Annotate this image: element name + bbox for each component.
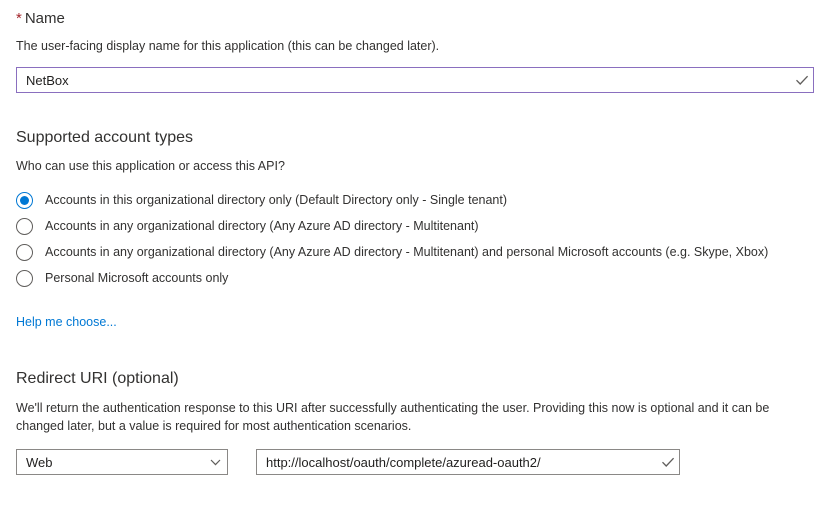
redirect-uri-description: We'll return the authentication response to this URI after successfully authenticating the user. Providing this now is optional and it can be changed later, but a value is required for most authentication scenarios.	[16, 401, 770, 433]
name-field-label	[16, 10, 815, 28]
radio-option-multitenant-personal[interactable]	[16, 239, 815, 265]
supported-account-types-heading: Supported account types	[16, 129, 194, 146]
radio-button-multitenant[interactable]	[16, 218, 33, 235]
radio-label-personal-only: Personal Microsoft accounts only	[45, 270, 229, 285]
redirect-platform-dropdown[interactable]	[16, 449, 228, 475]
radio-label-multitenant: Accounts in any organizational directory (Any Azure AD directory - Multitenant)	[45, 218, 479, 233]
name-input[interactable]: NetBox	[26, 72, 69, 88]
supported-account-types-description: Who can use this application or access this API?	[16, 159, 285, 173]
name-description: The user-facing display name for this application (this can be changed later).	[16, 39, 440, 53]
radio-option-single-tenant[interactable]	[16, 187, 815, 213]
radio-button-personal-only[interactable]	[16, 270, 33, 287]
radio-button-single-tenant[interactable]	[16, 192, 33, 209]
name-input-wrapper[interactable]	[16, 67, 814, 93]
checkmark-icon	[657, 450, 679, 474]
radio-option-personal-only[interactable]	[16, 265, 815, 291]
radio-label-single-tenant: Accounts in this organizational directory only (Default Directory only - Single tenant)	[45, 192, 508, 207]
redirect-uri-input-wrapper[interactable]	[256, 449, 680, 475]
chevron-down-icon	[203, 450, 227, 474]
redirect-platform-value: Web	[26, 454, 53, 470]
radio-button-multitenant-personal[interactable]	[16, 244, 33, 261]
supported-account-types-radio-group	[16, 187, 815, 291]
help-me-choose-link[interactable]: Help me choose...	[16, 315, 117, 329]
radio-option-multitenant[interactable]	[16, 213, 815, 239]
required-indicator: *	[16, 10, 22, 27]
redirect-uri-input[interactable]: http://localhost/oauth/complete/azuread-oauth2/	[266, 454, 541, 470]
redirect-uri-heading: Redirect URI (optional)	[16, 370, 179, 387]
name-label-text: Name	[24, 10, 65, 27]
checkmark-icon	[791, 68, 813, 92]
radio-label-multitenant-personal: Accounts in any organizational directory (Any Azure AD directory - Multitenant) and personal Microsoft accounts (e.g. Skype, Xbox)	[45, 244, 769, 259]
redirect-uri-row	[16, 449, 815, 475]
